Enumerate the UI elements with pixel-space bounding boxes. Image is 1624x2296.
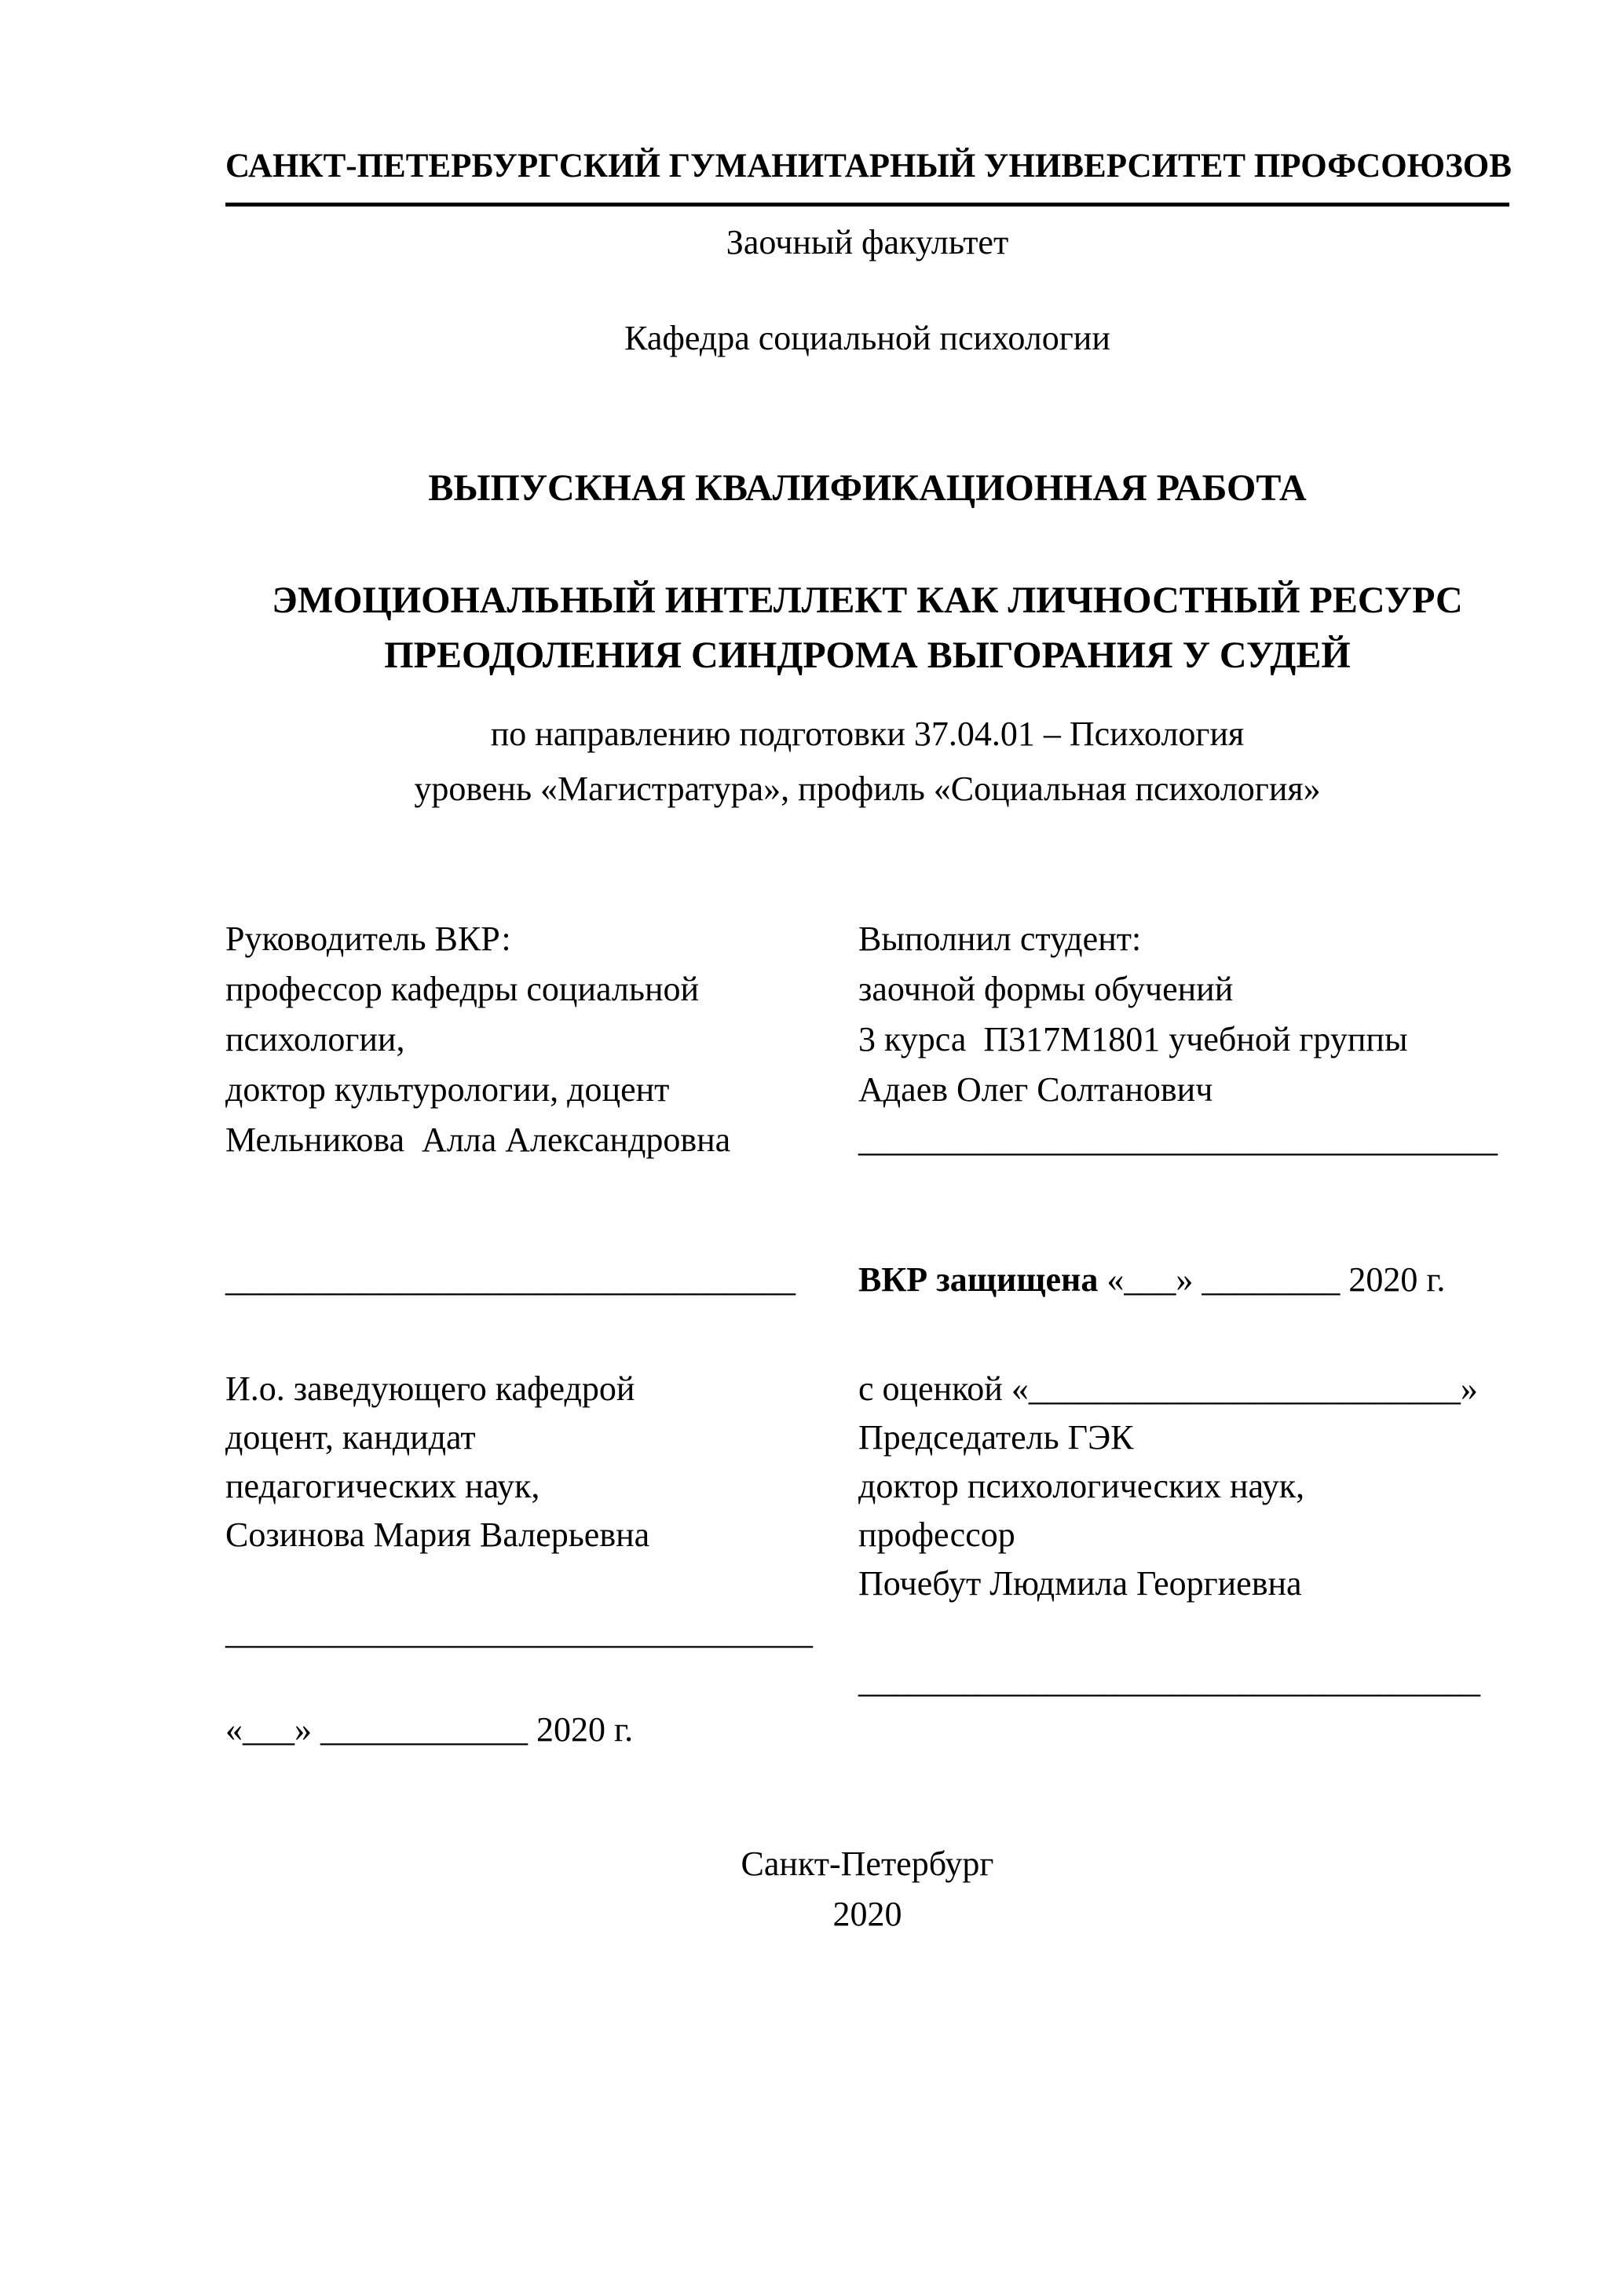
thesis-title-line1: ЭМОЦИОНАЛЬНЫЙ ИНТЕЛЛЕКТ КАК ЛИЧНОСТНЫЙ РЕСУРС: [272, 579, 1463, 621]
supervisor-position-2: психологии,: [225, 1020, 405, 1058]
student-signature-line: _____________________________________: [858, 1121, 1498, 1159]
faculty-name: Заочный факультет: [726, 223, 1009, 261]
thesis-title-line2: ПРЕОДОЛЕНИЯ СИНДРОМА ВЫГОРАНИЯ У СУДЕЙ: [384, 634, 1351, 676]
committee-signature-line: ____________________________________: [858, 1662, 1480, 1700]
defense-label: ВКР защищена: [858, 1260, 1099, 1299]
dept-head-name: Созинова Мария Валерьевна: [225, 1515, 650, 1554]
supervisor-position-1: профессор кафедры социальной: [225, 970, 700, 1008]
work-type-heading: ВЫПУСКНАЯ КВАЛИФИКАЦИОННАЯ РАБОТА: [428, 467, 1307, 509]
supervisor-position-3: доктор культурологии, доцент: [225, 1070, 670, 1109]
dept-head-position-3: педагогических наук,: [225, 1467, 540, 1505]
supervisor-label: Руководитель ВКР:: [225, 919, 511, 958]
spacer: [225, 1657, 861, 1706]
student-label: Выполнил студент:: [858, 919, 1142, 958]
student-name: Адаев Олег Солтанович: [858, 1070, 1213, 1109]
program-direction: по направлению подготовки 37.04.01 – Психология: [490, 715, 1245, 753]
student-form: заочной формы обучений: [858, 970, 1234, 1008]
program-info: [225, 707, 1509, 817]
grade-line: с оценкой «_________________________»: [858, 1369, 1478, 1408]
footer-year: 2020: [832, 1895, 902, 1933]
committee-position-2: доктор психологических наук,: [858, 1467, 1305, 1505]
footer-city: Санкт-Петербург: [741, 1844, 994, 1883]
committee-chair-name: Почебут Людмила Георгиевна: [858, 1564, 1302, 1603]
committee-position-3: профессор: [858, 1515, 1015, 1554]
dept-head-position-2: доцент, кандидат: [225, 1418, 476, 1457]
program-level: уровень «Магистратура», профиль «Социальная психология»: [414, 770, 1321, 808]
university-name: САНКТ-ПЕТЕРБУРГСКИЙ ГУМАНИТАРНЫЙ УНИВЕРСИТЕТ ПРОФСОЮЗОВ: [225, 148, 1512, 185]
footer: [225, 1839, 1509, 1940]
supervisor-block: [225, 914, 861, 1165]
student-block: [858, 914, 1518, 1165]
dept-head-signature-line: __________________________________: [225, 1613, 813, 1651]
department-name: Кафедра социальной психологии: [624, 319, 1110, 357]
defense-date-line: [858, 1255, 1518, 1305]
student-group: 3 курса П317М1801 учебной группы: [858, 1020, 1408, 1058]
supervisor-name: Мельникова Алла Александровна: [225, 1121, 731, 1159]
spacer: [858, 1608, 1518, 1657]
committee-position-1: Председатель ГЭК: [858, 1418, 1134, 1457]
dept-head-date-line: «___» ____________ 2020 г.: [225, 1710, 634, 1749]
defense-date-blanks: «___» ________ 2020 г.: [1098, 1260, 1446, 1299]
spacer: [225, 1559, 861, 1608]
thesis-title: [225, 573, 1509, 683]
dept-head-position-1: И.о. заведующего кафедрой: [225, 1369, 635, 1408]
committee-block: [858, 1365, 1518, 1706]
header-rule: [225, 203, 1509, 207]
dept-head-block: [225, 1365, 861, 1754]
dept-head-signature-upper-line: _________________________________: [225, 1260, 796, 1299]
